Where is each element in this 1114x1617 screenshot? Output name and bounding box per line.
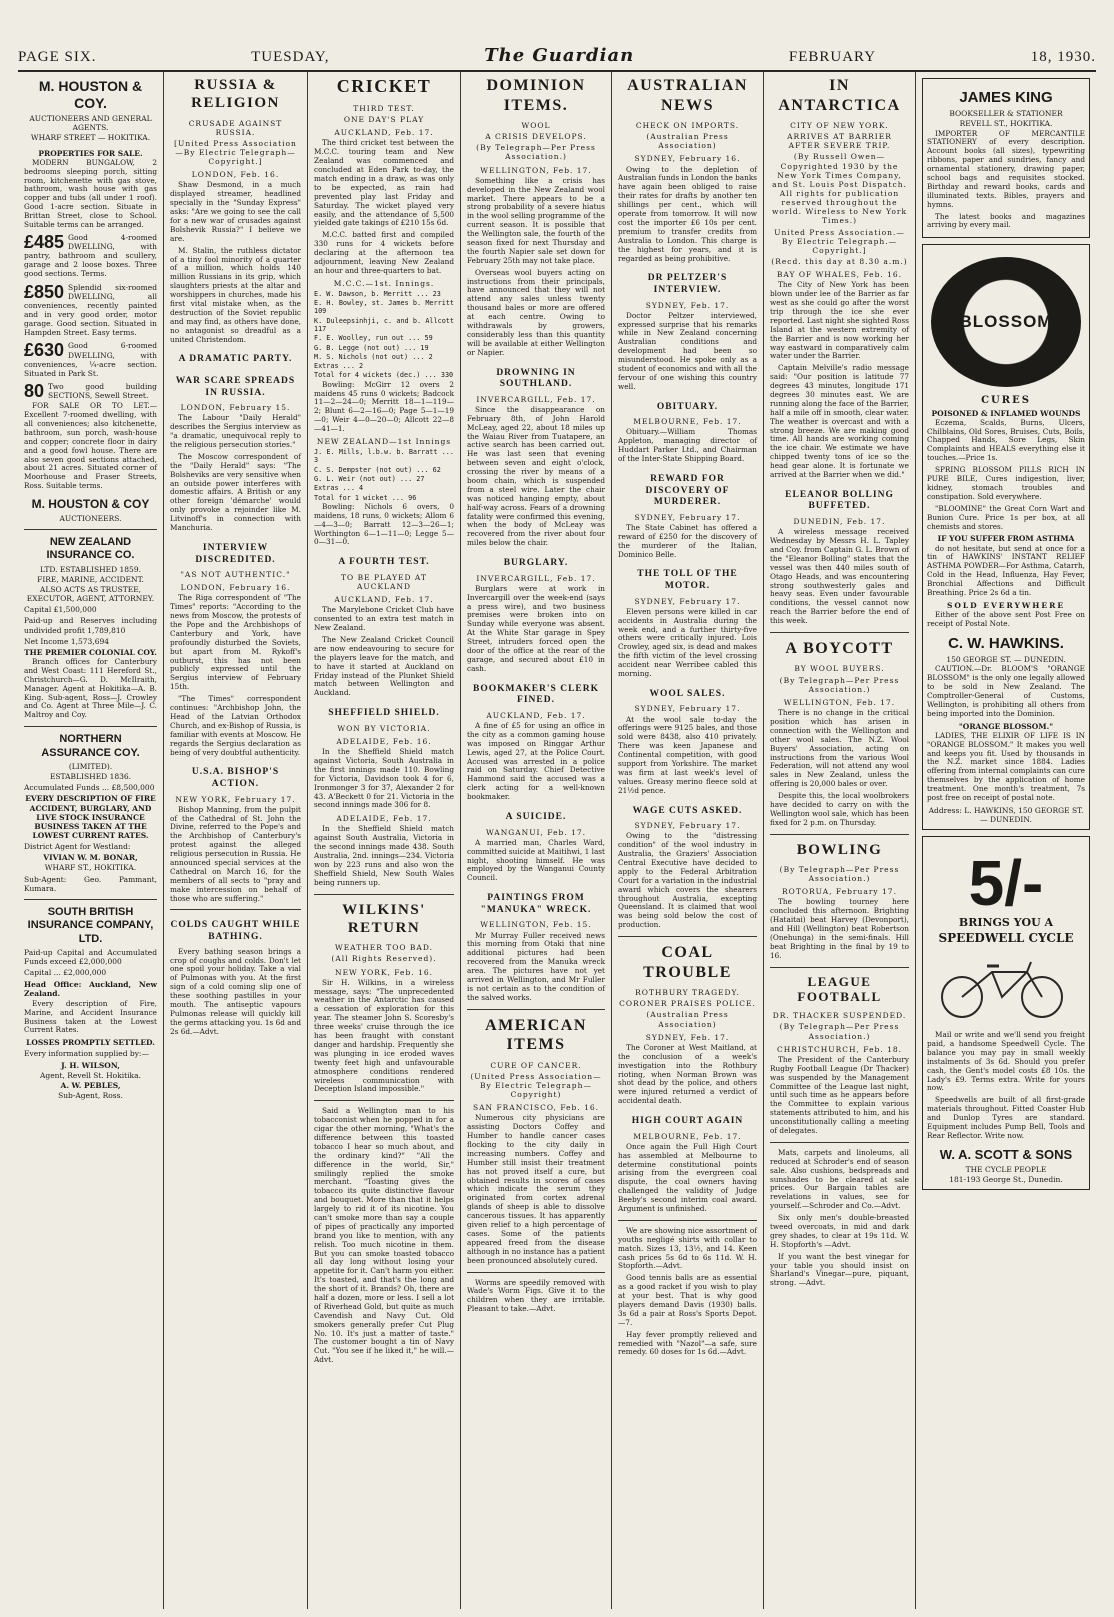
- subhead-wool-buyers: BY WOOL BUYERS.: [794, 664, 885, 674]
- ad-james-king-books: The latest books and magazines arriving by every mail.: [927, 211, 1085, 230]
- advert-pulmonas: Every bathing season brings a crop of coughs and colds. Don't let one spoil your holiday. Take a vial of Pulmonas with you. At the first sign of a cold coming slip one of these soothing pastilles in your mouth. The antiseptic vapours Pulmonas release will quickly kill the germs attacking you. 1s 6d and 2s 6d.—Advt.: [170, 946, 301, 1036]
- article-paragraph: The Riga correspondent of "The Times" reports: "According to the news from Moscow, the protests of the Pope and the Archbishops of Canterbury and York, have profoundly disturbed the Soviets, but apart from M. Rykoff's outburst, this has not been publicly expressed until the Sergius interview of February 15th.: [170, 593, 301, 692]
- ad-northern-ltd: (LIMITED).: [68, 762, 113, 772]
- dateline-4: SYDNEY, February 17.: [634, 512, 741, 522]
- subhead-wool-sales: WOOL SALES.: [649, 688, 726, 699]
- subhead-rights: (All Rights Reserved).: [331, 954, 437, 964]
- price-2: £850: [24, 281, 65, 302]
- article-paragraph: In the Sheffield Shield match against Victoria, South Australia in the first innings made 110. Bowling for Victoria, Davidson took 4 for 6, Ironmonger 3 for 37, Alexander 2 for 43. A'Beckett 0 for 21. Victoria in the second innings made 306 for 8.: [314, 747, 454, 810]
- ad-nz-insurance-title: NEW ZEALAND INSURANCE CO.: [46, 535, 135, 562]
- innings-heading-1: M.C.C.—1st. Innings.: [333, 278, 435, 288]
- score-line: Total for 1 wicket ... 96: [314, 493, 417, 502]
- article-paragraph: Sir H. Wilkins, in a wireless message, says: "The unprecedented weather in the Antarctic has caused a cessation of exploration for this year. The steamer John S. Scoresby's three weeks' cruise through the ice has been fraught with constant danger and hardship. Frequently she was plunging in ice eroded waves twenty feet high and unfavourable atmosphere conditions rendered wireless communication with Deception Island impossible.": [314, 977, 454, 1094]
- dateline-4: ROTORUA, February 17.: [782, 887, 897, 897]
- advert-shirts: We are showing nice assortment of youths negligé shirts with collar to match. Sizes 13, 13½, and 14. Keen cash prices 5s 6d to 6s 11d. W. H. Stopforth.—Advt.: [618, 1225, 757, 1271]
- column-advertisements-right: [916, 72, 1096, 1609]
- property-5: Two good building SECTIONS, Sewell Street.: [48, 381, 157, 401]
- article-paragraph: Something like a crisis has developed in the New Zealand wool market. There appears to be a strong probability of a severe hiatus in the wool selling programme of the current season. It is possible that the Wellington sale, the fourth of the season fixed for next Thursday and the fourth Napier sale set down for February 25th may not take place.: [467, 175, 605, 265]
- subhead-coroner: CORONER PRAISES POLICE.: [619, 999, 756, 1009]
- dateline-1: SYDNEY, February 16.: [634, 154, 741, 164]
- ad-nz-insurance-capital: Capital £1,500,000: [24, 605, 97, 615]
- hawkins-name: C. W. HAWKINS.: [948, 634, 1064, 652]
- speedwell-cycle: SPEEDWELL CYCLE: [938, 930, 1074, 945]
- article-paragraph: Eleven persons were killed in car accidents in Australia during the week end, and a further thirty-five others were critically injured. Lois Crowley, aged six, is dead and makes the fifth victim of the level crossing accident near Werribee cabled this morning.: [618, 606, 757, 678]
- score-line: E. H. Bowley, st. James b. Merritt 109: [314, 299, 454, 316]
- speedwell-features: Speedwells are built of all first-grade materials throughout. Fitted Coaster Hub and Dunlop Tyres are standard. Equipment includes Pump Bell, Tools and Rear Reflector. Write now.: [927, 1095, 1085, 1140]
- score-line: G. B. Legge (not out) ... 19: [314, 343, 429, 352]
- article-paragraph: The Coroner at West Maitland, at the conclusion of a week's investigation into the Rothbury rioting, when Norman Brown was shot dead by the police, and others were injured returned a verdict of accidental death.: [618, 1042, 757, 1106]
- dateline-9: MELBOURNE, Feb. 17.: [633, 1131, 742, 1141]
- dateline-5: WANGANUI, Feb. 17.: [485, 827, 587, 837]
- article-paragraph: M.C.C. batted first and compiled 330 runs for 4 wickets before declaring at the afternoon tea adjournment, leaving New Zealand an hour and three-quarters to bat.: [314, 230, 454, 275]
- property-1: MODERN BUNGALOW, 2 bedrooms sleeping porch, sitting room, kitchenette with gas stove, bathroom, wash house with gas copper and tubs (all under 1 roof). Good 1-acre section. Situate in Brittan Street, close to School. Suitable terms can be arranged.: [24, 157, 157, 229]
- spring-blossom-logo: [931, 257, 1081, 387]
- headline-boycott: A BOYCOTT: [785, 639, 894, 657]
- subhead-sheffield: SHEFFIELD SHIELD.: [328, 708, 440, 719]
- headline-wilkins: WILKINS' RETURN: [342, 901, 426, 936]
- article-paragraph: Numerous city physicians are assisting Doctors Coffey and Humber to handle cancer cases flocking to the city daily in increasing numbers. Coffey and Humber still insist their treatment has not proved itself a cure, but obtained results in scores of cases which indicate the serum they originated from cortex adrenal glands of sheep is able to dissolve cancerous tissues. It has apparently given relief to a high percentage of cases. Some of the patients appeared freed from the disease although in no instance has a patient been pronounced absolutely cured.: [467, 1113, 605, 1265]
- column-cricket: [308, 72, 461, 1609]
- dateline-2: INVERCARGILL, Feb. 17.: [476, 394, 596, 404]
- column-dominion-items: [461, 72, 612, 1609]
- subhead-barrier: ARRIVES AT BARRIER AFTER SEVERE TRIP.: [787, 132, 892, 151]
- subhead-thacker: DR. THACKER SUSPENDED.: [772, 1011, 907, 1021]
- asthma-body: do not hesitate, but send at once for a tin of HAWKINS' INSTANT RELIEF ASTHMA POWDER—For Asthma, Catarrh, Cold in the Head, Influenza, Hay Fever, Bronchial Affections and Difficult Breathing. Price 2s 6d a tin.: [927, 543, 1085, 597]
- score-line: G. L. Weir (not out) ... 27: [314, 475, 425, 484]
- ad-south-british-desc: Every description of Fire, Marine, and Accident Insurance Business taken at the Lowest Current Rates.: [24, 998, 157, 1035]
- dateline-7: SYDNEY, February 17.: [634, 821, 741, 831]
- article-paragraph: Obituary.—William Thomas Appleton, managing director of Huddart Parker Ltd., and Chairman of the Inter-State Shipping Board.: [618, 427, 757, 464]
- dateline-4: ADELAIDE, Feb. 17.: [336, 814, 432, 824]
- subhead-city-ny: CITY OF NEW YORK.: [790, 121, 889, 131]
- dateline-3: LONDON, February 16.: [180, 583, 291, 593]
- received-time: (Recd. this day at 8.30 a.m.): [771, 257, 908, 266]
- ad-nz-insurance-est: LTD. ESTABLISHED 1859.: [40, 564, 141, 574]
- credit-united: United Press Association.—By Electric Telegraph.—Copyright.]: [774, 227, 905, 255]
- article-paragraph: Since the disappearance on February 8th, of John Harold McLeay, aged 22, about 18 miles up the Waiau River from Tuatapere, an active search has been carried out. He was last seen that evening between seven and eight o'clock, crossing the river by means of a boom chain, which is suspended from a steel wire. Later the chair was noticed hanging empty, about half-way across. Fears of a drowning fatality were confirmed this evening, when the body of McLeay was recovered from the river about four miles below the chair.: [467, 404, 605, 548]
- ad-northern-address: WHARF ST., HOKITIKA.: [44, 863, 137, 873]
- ad-nz-insurance-also: ALSO ACTS AS TRUSTEE, EXECUTOR, AGENT, ATTORNEY.: [26, 585, 155, 604]
- subhead-motor: THE TOLL OF THE MOTOR.: [637, 569, 738, 591]
- ad-south-british-head: Head Office: Auckland, New Zealand.: [24, 979, 157, 998]
- properties-heading: PROPERTIES FOR SALE.: [38, 148, 143, 158]
- ad-northern-name: VIVIAN W. M. BONAR,: [43, 853, 138, 863]
- article-paragraph: In the Sheffield Shield match against South Australia, Victoria in the second innings made 438. South Australia, 2nd. innings—234. Victoria won by 223 runs and also won the Sheffield Shield, New South Wales being runners up.: [314, 824, 454, 887]
- ad-south-british-title: SOUTH BRITISH INSURANCE COMPANY, LTD.: [27, 905, 154, 945]
- ad-nz-insurance-kinds: FIRE, MARINE, ACCIDENT.: [37, 574, 144, 584]
- scott-address: 181-193 George St., Dunedin.: [949, 1174, 1063, 1184]
- advert-tobacco: Said a Wellington man to his tobacconist when he popped in for a cigar the other morning, "What's the difference between this toasted tobacco I hear so much about, and the ordinary kind?" "All the difference in the world, Sir," smilingly replied the smoke merchant. "Toasting gives the tobacco its quite distinctive flavour and bouquet. More than that it helps largely to rid it of its nicotine. You can't smoke more than say a couple of pipes of practically any imported brand you like to mention, with any relish. Too much nicotine in them. But you can smoke toasted tobacco all day long without losing your appetite for it. Can't harm you either. It's toasted, and that's the long and the short of it. Brands? Oh, there are half a dozen, more or less. I sell a lot of Riverhead Gold, but quite as much Cavendish and Navy Cut. Old smokers generally prefer Cut Plug No. 10. It's just a matter of taste." The customer bought a tin of Navy Cut. "You see if he liked it," he will.—Advt.: [314, 1106, 454, 1365]
- headline-russia: RUSSIA & RELIGION: [191, 77, 280, 112]
- credit-telegraph: (By Telegraph—Per Press Association.): [476, 143, 596, 162]
- article-paragraph: The Labour "Daily Herald" describes the Sergius interview as "a dramatic, unequivocal reply to the religious persecution stories.": [170, 413, 301, 450]
- advert-schroder: Mats, carpets and linoleums, all reduced at Schroder's end of season sale. Also cushions, bedspreads and sunshades to be cleared at sale prices. Our Bargain tables are revelations in values, see for yourself.—Schroder and Co.—Advt.: [770, 1147, 909, 1211]
- article-paragraph: Burglars were at work in Invercargill over the week-end (says a press wire), and two business premises were broken into on Sunday while everyone was absent. At the White Star garage in Spey Street, intruders forced open the door of the office at the rear of the garage, and secured about £10 in cash.: [467, 583, 605, 673]
- post-free: Either of the above sent Post Free on receipt of Postal Note.: [927, 610, 1085, 628]
- ad-houston-sub-2: AUCTIONEERS.: [59, 513, 122, 523]
- masthead-day: TUESDAY,: [251, 49, 330, 65]
- orange-blossom-body: LADIES, THE ELIXIR OF LIFE IS IN "ORANGE BLOSSOM." It makes you well and keeps you fit. Used by thousands in the N.Z. market since 1884. Ladies offering from internal complaints can cure themselves by the application of home treatment. One month's treatment, 7s post free on receipt of postal note.: [927, 730, 1085, 802]
- advert-tennis: Good tennis balls are as essential as a good racket if you wish to play at your best. That is why good players demand Davis (1930) balls. 3s 6d a pair at Ross's Sports Depot.—7.: [618, 1273, 757, 1327]
- ad-northern-agent: District Agent for Westland:: [24, 842, 131, 852]
- hawkins-address: 150 GEORGE ST. — DUNEDIN.: [946, 655, 1066, 665]
- ad-houston-address: WHARF STREET — HOKITIKA.: [30, 133, 151, 143]
- article-paragraph: Owing to the depletion of Australian funds in London the banks have again been obliged to raise their rates for drafts by another ten shillings per cent., which will operate from tomorrow. It will now cost the importer £6 10s per cent. premium to transfer credits from Australia to London. This charge is the highest for years, and it is regarded as being prohibitive.: [618, 164, 757, 263]
- dateline-4: AUCKLAND, Feb. 17.: [486, 710, 586, 720]
- dateline-1: LONDON, Feb. 16.: [191, 170, 280, 180]
- subhead-cancer: CURE OF CANCER.: [490, 1060, 582, 1070]
- dateline-3: MELBOURNE, Feb. 17.: [633, 417, 742, 427]
- ad-james-king-title: JAMES KING: [959, 89, 1053, 106]
- subhead-bookmaker: BOOKMAKER'S CLERK FINED.: [473, 683, 599, 706]
- ad-houston-title: M. HOUSTON & COY.: [38, 78, 143, 112]
- credit-russia: [United Press Association—By Electric Telegraph—Copyright.]: [174, 138, 297, 167]
- ad-south-british-capital: Capital ... £2,000,000: [24, 968, 107, 978]
- orange-blossom: "ORANGE BLOSSOM.": [958, 721, 1054, 731]
- article-paragraph: The New Zealand Cricket Council are now endeavouring to secure for the players leave for the match, and to have it started at Auckland on Friday instead of the Plunket Shield match between Wellington and Auckland.: [314, 634, 454, 698]
- headline-bowling: BOWLING: [796, 841, 883, 858]
- brings-you-a: BRINGS YOU A: [958, 916, 1054, 930]
- masthead-month: FEBRUARY: [788, 49, 877, 65]
- credit-united: (United Press Association—By Electric Telegraph—Copyright): [470, 1071, 602, 1100]
- ad-houston-title-2: M. HOUSTON & COY: [31, 497, 150, 512]
- innings-heading-2: NEW ZEALAND—1st Innings: [316, 437, 452, 447]
- credit-telegraph: (By Telegraph—Per Press Association.): [779, 675, 900, 694]
- article-paragraph: Shaw Desmond, in a much displayed streamer, headlined specially in the "Sunday Express" asks: "Are we going to see the call for a new war of crusades against Bolshevik Russia?" I believe we are.: [170, 180, 301, 243]
- ad-james-king: [922, 78, 1090, 238]
- property-3: Splendid six-roomed DWELLING, all conveniences, recently painted and in very good order, motor garage. Good section. Situated in Hampden Street. Easy terms.: [24, 282, 157, 338]
- subhead-suicide: A SUICIDE.: [505, 812, 567, 823]
- ad-northern-desc: EVERY DESCRIPTION OF FIRE ACCIDENT, BURGLARY, AND LIVE STOCK INSURANCE BUSINESS TAKEN AT THE LOWEST CURRENT RATES.: [25, 794, 156, 841]
- subhead-usa-bishop: U.S.A. BISHOP'S ACTION.: [191, 767, 280, 789]
- ad-nz-insurance-premier: THE PREMIER COLONIAL COY.: [24, 647, 157, 657]
- blossom-logo-top: SPRING: [985, 290, 1027, 301]
- subhead-reward: REWARD FOR DISCOVERY OF MURDERER.: [645, 473, 730, 508]
- article-paragraph: The State Cabinet has offered a reward of £250 for the discovery of the murderer of the Italian, Dominico Belle.: [618, 522, 757, 559]
- article-paragraph: At the wool sale to-day the offerings were 9125 bales, and those sold were 8438, also 410 privately. There was keen Japanese and Continental competition, with good support from Yorkshire. The market was firm at last week's level of values. Greasy merino fleece sold at 21½d pence.: [618, 714, 757, 795]
- ad-houston-sub: AUCTIONEERS AND GENERAL AGENTS.: [29, 114, 152, 133]
- subhead-victoria: WON BY VICTORIA.: [337, 723, 431, 733]
- dateline-5: CHRISTCHURCH, Feb. 18.: [776, 1044, 903, 1054]
- dateline-1: AUCKLAND, Feb. 17.: [334, 128, 434, 138]
- article-paragraph: M. Stalin, the ruthless dictator of a tiny fool minority of a quarter of a million, which holds 140 million Russians in its grip, which slaughters priests at the altar and worshippers in churches, made his first vital mistake when, as the destruction of the Soviet republic and may find, as others have done, no antagonist so dreadful as a united Christendom.: [170, 245, 301, 344]
- ad-south-british-peebles-addr: Sub-Agent, Ross.: [58, 1091, 123, 1101]
- subhead-fourth-test: A FOURTH TEST.: [338, 557, 430, 568]
- dateline-4: NEW YORK, February 17.: [175, 794, 296, 804]
- headline-antarctica: IN ANTARCTICA: [778, 77, 901, 114]
- dateline-8: SYDNEY, Feb. 17.: [645, 1032, 730, 1042]
- dateline-2: AUCKLAND, Feb. 17.: [334, 595, 434, 605]
- article-paragraph: Doctor Peltzer interviewed, expressed surprise that his remarks while in New Zealand concerning Australian conditions and development had been so misunderstood. He spoke only as a student of economics and with all the fervour of one wishing this country well.: [618, 310, 757, 391]
- credit-australian-2: (Australian Press Association): [646, 1010, 729, 1029]
- subhead-imports: CHECK ON IMPORTS.: [635, 121, 740, 131]
- subhead-war-scare: WAR SCARE SPREADS IN RUSSIA.: [175, 376, 296, 398]
- article-paragraph: The Moscow correspondent of the "Daily Herald" says: "The Bolsheviks are very sensitive when an outside power interferes with domestic affairs. A British or any other foreign 'démarche' would only provoke a rejoinder like M. Litvinoff's in connection with Manchuria.: [170, 451, 301, 533]
- speedwell-body: Mail or write and we'll send you freight paid, a handsome Speedwell Cycle. The balance you may pay in small weekly instalments of 3s 6d. Should you prefer cash, the Gent's model costs £8 10s. the Lady's £9. Terms extra. Write for yours now.: [927, 1030, 1085, 1093]
- dateline-2: SYDNEY, Feb. 17.: [645, 300, 730, 310]
- article-paragraph: Captain Melville's radio message said: "Our position is latitude 77 degrees 43 minutes, longitude 171 degrees 30 minutes east. We are running along the face of the Barrier, half a mile off in smooth, clear water. The weather is overcast and with a strong breeze. We are making good time. All hands are working coming the ice chair. We estimate we have chipped twenty tons of ice so the head gear alone. It is fortunate we arrived at the Barrier when we did.": [770, 363, 909, 479]
- orange-blossom-address: Address: L. HAWKINS, 150 GEORGE ST. — DUNEDIN.: [928, 805, 1084, 824]
- sold-everywhere: SOLD EVERYWHERE: [946, 600, 1066, 610]
- article-paragraph: Despite this, the local woolbrokers have decided to carry on with the Wellington wool sale, which has been fixed for 2 p.m. on Thursday.: [770, 791, 909, 827]
- ad-south-british-peebles: A. W. PEBLES,: [60, 1080, 121, 1090]
- ad-nz-insurance-income: Net Income 1,573,694: [24, 636, 110, 646]
- dateline-5: SYDNEY, February 17.: [634, 596, 741, 606]
- article-paragraph: The President of the Canterbury Rugby Football League (Dr Thacker) was suspended by the Management Committee of the League last night, until such time as he appears before the Committee to explain various statements attributed to him, and his unconstitutionally calling a meeting of delegates.: [770, 1054, 909, 1135]
- subhead-weather: WEATHER TOO BAD.: [335, 943, 433, 953]
- score-line: Extras ... 2: [314, 362, 364, 371]
- ad-nz-insurance-branch: Branch offices for Canterbury and West Coast: 111 Hereford St., Christchurch—G. D. McIlraith, Manager. Agent at Hokitika—A. B. King. Sub-agent, Ross—J. Crowley and Co. Agent at Three Mile—J. C. Maltroy and Coy.: [24, 656, 157, 720]
- caution: CAUTION.—Dr. BLOOM'S "ORANGE BLOSSOM" is the only one legally allowed to be sold in New Zealand. The Comptroller-General of Customs, Wellington, is prohibiting all others from being imported into the Dominion.: [927, 664, 1085, 718]
- dateline-5: NEW YORK, Feb. 16.: [335, 967, 433, 977]
- article-paragraph: Owing to the "distressing condition" of the wool industry in Australia, the Graziers' Association Central Executive have decided to apply to the Federal Arbitration Court for a variation in the industrial award which covers the shearers throughout Australia, excepting Queensland. It is claimed that wool was being sold below the cost of production.: [618, 831, 757, 930]
- dateline-1: BAY OF WHALES, Feb. 16.: [776, 270, 903, 280]
- subhead-burglary: BURGLARY.: [503, 558, 569, 569]
- article-paragraph: "The Times" correspondent continues: "Archbishop John, the Head of the Latvian Orthodox Church, and ex-Bishop of Russia, is familiar with events at Moscow. He regards the Sergius declaration as being of very doubtful authenticity.: [170, 694, 301, 757]
- subhead-colds: COLDS CAUGHT WHILE BATHING.: [170, 920, 301, 943]
- property-2: Good 4-roomed DWELLING, with pantry, bathroom and scullery, garage and 2 loose boxes. Three good sections. Terms.: [24, 232, 157, 279]
- headline-league: LEAGUE FOOTBALL: [797, 973, 882, 1005]
- scott-name: W. A. SCOTT & SONS: [939, 1146, 1073, 1162]
- blossom-cures: CURES: [981, 395, 1031, 407]
- score-line: F. E. Woolley, run out ... 59: [314, 334, 433, 343]
- bicycle-icon: [927, 952, 1077, 1022]
- dateline-3: INVERCARGILL, Feb. 17.: [476, 573, 596, 583]
- subhead-auckland: TO BE PLAYED AT AUCKLAND: [341, 572, 427, 592]
- headline-dominion: DOMINION ITEMS.: [486, 77, 586, 114]
- dateline-3: WELLINGTON, Feb. 17.: [783, 697, 896, 707]
- credit-telegraph-2: (By Telegraph—Per Press Association.): [779, 864, 900, 884]
- article-paragraph: A married man, Charles Ward, committed suicide at Maitihwi, 1 last night, shooting himself. He was employed by the Wanganui County Council.: [467, 837, 605, 883]
- ad-spring-blossom: [922, 244, 1090, 830]
- subhead-not-authentic: "AS NOT AUTHENTIC.": [180, 570, 291, 580]
- property-6: FOR SALE OR TO LET.—Excellent 7-roomed dwelling, with all conveniences; also kitchenette, bathroom, sun porch, wash-house and copper; concrete floor in dairy and a good fowl house. There are also seven good sections attached, about 21 acres. Situated corner of Moorhouse and Fraser Streets, Ross. Suitable terms.: [24, 401, 157, 491]
- subhead-wool: WOOL: [521, 121, 551, 131]
- headline-cricket: CRICKET: [336, 76, 432, 96]
- price-4: 80: [24, 380, 45, 401]
- article-paragraph: There is no change in the critical position which has arisen in connection with the Wellington and other wool sales. The N.Z. Wool Buyers' Association, acting on instructions from the various Wool Federation, will not attend any wool sales in New Zealand, unless the offering is 20,000 bales or over.: [770, 708, 909, 789]
- article-paragraph: The bowling tourney here concluded this afternoon. Brighting (Hataitai) beat Harvey (Devonport), and Hill (Wellington) beat Robertson (Onehunga) in the semi-finals. Hill beat Brighting in the final by 19 to 16.: [770, 897, 909, 960]
- masthead-date: 18, 1930.: [1030, 49, 1096, 65]
- article-paragraph: Once again the Full High Court has assembled at Melbourne to determine constitutional points arising from the evergreen coal dispute, the coal owners having challenged the validity of Judge Beeby's second interim coal award. Argument is unfinished.: [618, 1141, 757, 1214]
- masthead-title: The Guardian: [484, 45, 635, 66]
- article-paragraph: Mr Murray Fuller received news this morning from Otaki that nine additional pictures had been recovered from the Manuka wreck area. The pictures have not yet arrived in Wellington, and Mr Fuller is not certain as to the condition of the salved works.: [467, 930, 605, 1002]
- dateline-6: SYDNEY, February 17.: [634, 704, 741, 714]
- scott-sub: THE CYCLE PEOPLE: [965, 1164, 1047, 1174]
- advert-overcoats: Six only men's double-breasted tweed overcoats, in mid and dark grey shades, to clear at 19s 11d. W. H. Stopforth's —Advt.: [770, 1213, 909, 1249]
- subhead-peltzer: DR PELTZER'S INTERVIEW.: [647, 273, 728, 295]
- article-paragraph: Overseas wool buyers acting on instructions from their principals, have announced that they will not attend any sales unless twenty thousand bales or more are offered at each centre. Owing to withdrawals by growers, considerably less than this quantity will be available at either Wellington or Napier.: [467, 267, 605, 357]
- article-paragraph: The City of New York has been blown under lee of the Barrier as far west as she could go after the worst trip through the ice she ever reported. Last night she sighted Ross Island at the western extremity of the Barrier and is now working her way eastward in comparatively calm water under the Barrier.: [770, 280, 909, 361]
- credit-telegraph-3: (By Telegraph—Per Press Association.): [779, 1022, 900, 1041]
- advert-worm-figs: Worms are speedily removed with Wade's Worm Figs. Give it to the children when they are irritable. Pleasant to take.—Advt.: [467, 1277, 605, 1314]
- ad-james-king-address: REVELL ST., HOKITIKA.: [959, 119, 1053, 129]
- advert-vinegar: If you want the best vinegar for your table you should insist on Sharland's Vinegar—pure, piquant, strong. —Advt.: [770, 1251, 909, 1288]
- blossom-logo-mid: BLOSSOM: [959, 311, 1053, 331]
- subhead-wage-cuts: WAGE CUTS ASKED.: [632, 805, 743, 816]
- dateline-3: ADELAIDE, Feb. 16.: [336, 736, 432, 746]
- dateline-7: SAN FRANCISCO, Feb. 16.: [472, 1103, 600, 1113]
- subhead-crusade: CRUSADE AGAINST RUSSIA.: [188, 118, 283, 137]
- subhead-dramatic-party: A DRAMATIC PARTY.: [178, 354, 293, 365]
- blossom-body: Eczema, Scalds, Burns, Ulcers, Chilblains, Old Sores, Bruises, Cuts, Boils, Chapped Hands, Sore Legs, Skin Complaints and HEALS everything else it touches.—Price 1s.: [927, 417, 1085, 463]
- ad-james-king-body: IMPORTER OF MERCANTILE STATIONERY of every description. Account books (all sizes), typewriting ribbons, paper and sundries, fancy and ornamental stationery, drawing paper, school bags and requisites stocked. Birthday and reward books, cards and illuminated texts. Bibles, prayers and hymns.: [927, 128, 1085, 209]
- ad-south-british-paid: Paid-up Capital and Accumulated Funds exceed £2,000,000: [24, 948, 157, 967]
- column-advertisements-left: [18, 72, 164, 1609]
- subhead-one-day: ONE DAY'S PLAY: [343, 115, 425, 125]
- article-paragraph: The Marylebone Cricket Club have consented to an extra test match in New Zealand.: [314, 605, 454, 633]
- price-3: £630: [24, 340, 65, 361]
- headline-coal: COAL TROUBLE: [643, 944, 732, 981]
- subhead-crisis: A CRISIS DEVELOPS.: [485, 132, 587, 142]
- article-paragraph: A wireless message received Wednesday by Messrs H. L. Tapley and Coy. from Captain G. L. Brown of the "Eleanor Bolling" states that the vessel was then 440 miles south of Otago Heads, and was encountering strong southwesterly gales and heavy seas. Even under favourable conditions, the vessel cannot now reach the Barrier before the end of this week.: [770, 527, 909, 626]
- page-number: PAGE SIX.: [18, 49, 97, 65]
- ad-northern-sub: Sub-Agent: Geo. Pammant, Kumara.: [24, 874, 157, 893]
- subhead-interview: INTERVIEW DISCREDITED.: [195, 542, 276, 565]
- property-4: Good 6-roomed DWELLING, with conveniences, ¼-acre section. Situated in Park St.: [24, 341, 157, 378]
- ad-south-british-wilson-addr: Agent, Revell St. Hokitika.: [40, 1070, 141, 1080]
- blossom-logo-bottom: OINTMENT: [981, 344, 1031, 354]
- score-line: C. S. Dempster (not out) ... 62: [314, 465, 441, 474]
- column-australian-news: [612, 72, 764, 1609]
- subhead-eleanor: ELEANOR BOLLING BUFFETED.: [785, 489, 894, 512]
- ad-speedwell: [922, 836, 1090, 1190]
- score-line: E. W. Dawson, b. Merritt ... 23: [314, 289, 441, 298]
- asthma-heading: IF YOU SUFFER FROM ASTHMA: [937, 534, 1075, 544]
- ad-james-king-sub: BOOKSELLER & STATIONER: [949, 109, 1063, 119]
- masthead: [18, 36, 1096, 72]
- ad-south-british-losses: LOSSES PROMPTLY SETTLED.: [26, 1038, 155, 1048]
- ad-northern-funds: Accumulated Funds ... £8,500,000: [24, 783, 155, 793]
- dateline-1: WELLINGTON, Feb. 17.: [480, 165, 592, 175]
- bloomine: "BLOOMINE" the Great Corn Wart and Bunion Cure. Price 1s per box, at all chemists and stores.: [927, 503, 1085, 531]
- article-paragraph: The third cricket test between the M.C.C. touring team and New Zealand was commenced and concluded at Eden Park to-day, the match ending in a draw, as was only to be expected, as rain had prevented play last Friday and Saturday. The wicket played very easily, and the attendance of 5,500 yielded gate takings of £210 15s 6d.: [314, 138, 454, 228]
- price-1: £485: [24, 231, 65, 252]
- article-paragraph: Bishop Manning, from the pulpit of the Cathedral of St. John the Divine, referred to the Pope's and the Archbishop of Canterbury's protest against the alleged religious persecution in Russia. He announced special services at the Cathedral on March 16, for the members of all sects to "pray and make intercession on behalf of those who are suffering.": [170, 804, 301, 903]
- subhead-third-test: THIRD TEST.: [353, 103, 415, 113]
- credit-owen: (By Russell Owen—Copyrighted 1930 by the New York Times Company, and St. Louis Post Dispatch. All rights for publication reserved throughout the world. Wireless to New York Times.): [771, 152, 908, 226]
- subhead-rothbury: ROTHBURY TRAGEDY.: [635, 988, 740, 998]
- ad-south-british-wilson: J. H. WILSON,: [61, 1060, 120, 1070]
- score-line: Total for 4 wickets (dec.) ... 330: [314, 371, 454, 380]
- ad-nz-insurance-paid: Paid-up and Reserves including undivided profit 1,789,810: [24, 616, 157, 635]
- dateline-2: DUNEDIN, Feb. 17.: [793, 517, 886, 527]
- headline-australian: AUSTRALIAN NEWS: [627, 77, 748, 114]
- dateline-2: LONDON, February 15.: [180, 403, 291, 413]
- column-russia-religion: [164, 72, 308, 1609]
- price-five-shillings: 5/-: [968, 847, 1044, 920]
- blossom-cures-sub: POISONED & INFLAMED WOUNDS: [931, 408, 1081, 418]
- credit-australian: (Australian Press Association): [646, 132, 729, 151]
- score-line: J. E. Mills, l.b.w. b. Barratt ... 3: [314, 448, 454, 465]
- ad-northern-est: ESTABLISHED 1836.: [49, 772, 132, 782]
- score-line: M. S. Nichols (not out) ... 2: [314, 352, 433, 361]
- article-paragraph: A fine of £5 for using an office in the city as a common gaming house was imposed on Ringgar Arthur Lewis, aged 27, at the Police Court. Accused was arrested in a police raid on Saturday. Chief Detective Hammond said the accused was a clerk acting for a well-known bookmaker.: [467, 721, 605, 802]
- dateline-6: WELLINGTON, Feb. 15.: [480, 920, 592, 930]
- ad-south-british-info: Every information supplied by:—: [24, 1049, 149, 1059]
- article-paragraph: Bowling: Nichols 6 overs, 0 maidens, 18 runs, 0 wickets; Allom 6—4—3—0; Barratt 12—3—26—1; Worthington 6—1—11—0; Legge 5—0—31—0.: [314, 501, 454, 547]
- article-paragraph: Bowling: McGirr 12 overs 2 maidens 45 runs 0 wickets; Badcock 11—2—24—0; Merritt 18—1—119—2; Blunt 6—2—16—0; Page 5—1—19—0; Weir 4—0—20—0; Allcott 22—8—41—1.: [314, 379, 454, 434]
- score-line: Extras ... 4: [314, 484, 364, 493]
- headline-american: AMERICAN ITEMS: [485, 1016, 587, 1054]
- subhead-obituary: OBITUARY.: [656, 401, 719, 412]
- subhead-paintings: PAINTINGS FROM "MANUKA" WRECK.: [480, 893, 592, 915]
- score-line: K. Duleepsinhji, c. and b. Allcott 117: [314, 316, 454, 333]
- column-antarctica: [764, 72, 916, 1609]
- advert-nazol: Hay fever promptly relieved and remedied with "Nazol"—a safe, sure remedy. 60 doses for 1s 6d.—Advt.: [618, 1329, 757, 1357]
- blossom-pills: SPRING BLOSSOM PILLS RICH IN PURE BILE, Cures indigestion, liver, kidney, stomach troubles and constipation. Sold everywhere.: [927, 465, 1085, 501]
- ad-northern-title: NORTHERN ASSURANCE COY.: [41, 733, 140, 759]
- subhead-high-court: HIGH COURT AGAIN: [631, 1116, 744, 1127]
- subhead-drowning: DROWNING IN SOUTHLAND.: [496, 367, 576, 390]
